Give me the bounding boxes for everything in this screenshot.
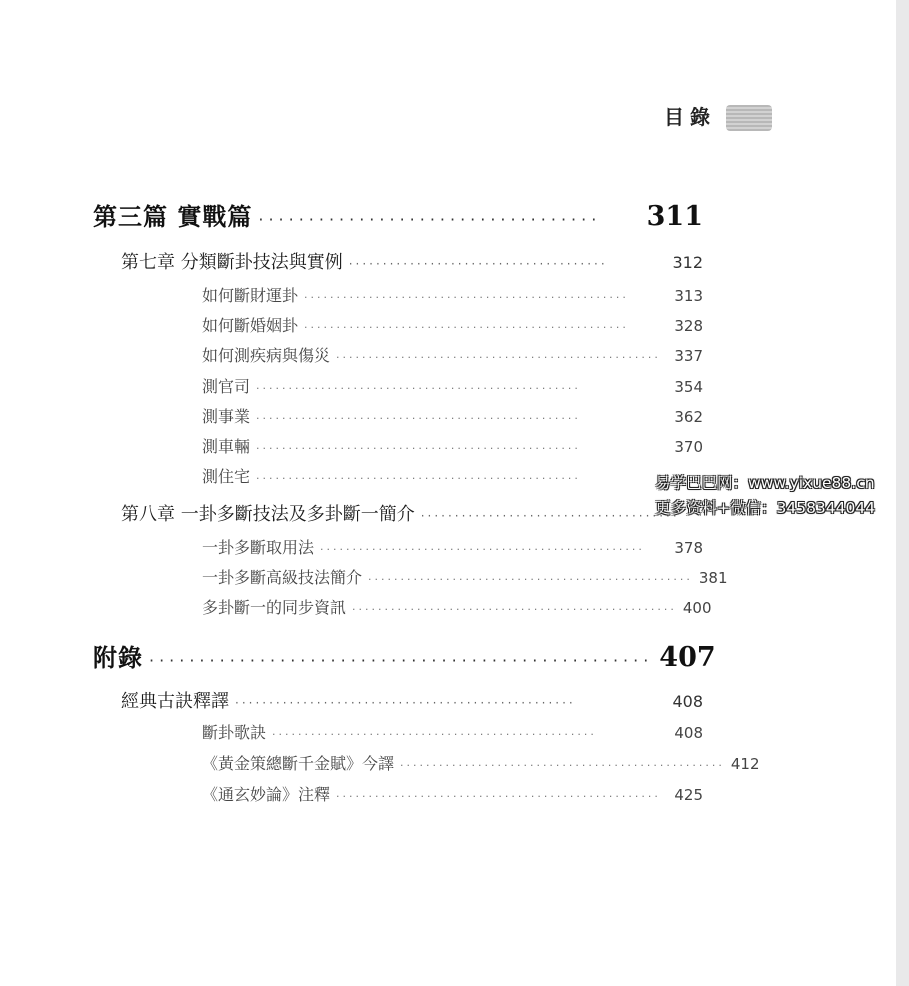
toc-section-entry[interactable] — [202, 720, 703, 743]
toc-section-entry[interactable] — [202, 343, 703, 366]
toc-entry-page: 407 — [659, 642, 716, 673]
toc-entry-title: 第七章 分類斷卦技法與實例 — [121, 252, 343, 273]
toc-entry-title: 測事業 — [202, 407, 251, 426]
toc-entry-title: 《通玄妙論》注釋 — [202, 785, 331, 804]
page-edge — [896, 0, 909, 986]
toc-section-entry[interactable] — [202, 782, 703, 805]
toc-entry-page: 400 — [682, 599, 712, 617]
toc-entry-page: 408 — [672, 692, 703, 711]
toc-entry-title: 如何測疾病與傷災 — [202, 346, 331, 365]
leader-dots: ·················································· — [368, 573, 693, 586]
toc-entry-page: 311 — [646, 201, 703, 232]
toc-entry-title: 斷卦歌訣 — [202, 723, 267, 742]
leader-dots: ·················································· — [256, 382, 581, 395]
toc-chapter-entry[interactable] — [121, 687, 703, 713]
watermark-site: 易学巴巴网：www.yixue88.cn — [655, 474, 875, 492]
toc-entry-title: 測車輛 — [202, 437, 251, 456]
leader-dots: ·················································· — [272, 728, 597, 741]
leader-dots: ······································ — [348, 257, 608, 271]
toc-section-entry[interactable] — [202, 434, 703, 457]
toc-entry-page: 425 — [674, 786, 703, 804]
toc-entry-title: 一卦多斷高級技法簡介 — [202, 568, 363, 587]
toc-chapter-entry[interactable] — [121, 248, 703, 274]
toc-entry-title: 附錄 — [93, 643, 143, 672]
toc-entry-title: 經典古訣釋譯 — [121, 691, 229, 712]
toc-entry-page: 408 — [674, 724, 703, 742]
leader-dots: ·················································· — [304, 291, 629, 304]
toc-section-entry[interactable] — [202, 313, 703, 336]
toc-entry-title: 如何斷婚姻卦 — [202, 316, 299, 335]
leader-dots: ······································ — [420, 509, 680, 523]
toc-entry-title: 測官司 — [202, 377, 251, 396]
toc-entry-page: 354 — [674, 378, 703, 396]
leader-dots: ·················································· — [336, 351, 661, 364]
toc-section-entry[interactable] — [202, 535, 703, 558]
toc-chapter-entry[interactable] — [121, 500, 680, 526]
toc-entry-title: 多卦斷一的同步資訊 — [202, 598, 347, 617]
leader-dots: ·················································· — [149, 651, 654, 670]
toc-entry-page: 313 — [674, 287, 703, 305]
toc-entry-title: 《黃金策總斷千金賦》今譯 — [202, 754, 395, 773]
toc-entry-page: 328 — [674, 317, 703, 335]
toc-section-entry[interactable] — [202, 565, 728, 588]
leader-dots: ·················································· — [256, 472, 581, 485]
toc-section-entry[interactable] — [202, 751, 760, 774]
toc-entry-page: 337 — [674, 347, 703, 365]
toc-part-entry[interactable] — [93, 638, 716, 673]
leader-dots: ·················································· — [256, 442, 581, 455]
toc-section-entry[interactable] — [202, 404, 703, 427]
toc-entry-title: 如何斷財運卦 — [202, 286, 299, 305]
toc-entry-title: 第八章 一卦多斷技法及多卦斷一簡介 — [121, 504, 415, 525]
toc-section-entry[interactable] — [202, 464, 650, 487]
toc-entry-page: 362 — [674, 408, 703, 426]
leader-dots: ·················································· — [304, 321, 629, 334]
leader-dots: ·················································· — [336, 790, 661, 803]
toc-entry-page: 412 — [730, 755, 760, 773]
toc-section-entry[interactable] — [202, 374, 703, 397]
leader-dots: ·································· — [258, 210, 602, 229]
watermark-contact: 更多资料+微信：3458344044 — [655, 499, 876, 517]
toc-part-entry[interactable] — [93, 197, 703, 232]
leader-dots: ·················································· — [320, 543, 645, 556]
toc-entry-title: 一卦多斷取用法 — [202, 538, 315, 557]
leader-dots: ·················································· — [400, 759, 725, 772]
toc-section-entry[interactable] — [202, 283, 703, 306]
toc-entry-title: 第三篇 實戰篇 — [93, 202, 253, 231]
toc-section-entry[interactable] — [202, 595, 712, 618]
toc-entry-page: 312 — [672, 253, 703, 272]
toc-entry-title: 測住宅 — [202, 467, 251, 486]
header-decoration-icon — [726, 105, 772, 131]
page-header-title: 目錄 — [664, 105, 716, 129]
leader-dots: ·················································· — [256, 412, 581, 425]
leader-dots: ·················································· — [352, 603, 677, 616]
toc-entry-page: 381 — [698, 569, 728, 587]
leader-dots: ·················································· — [235, 696, 576, 710]
toc-entry-page: 378 — [674, 539, 703, 557]
toc-entry-page: 370 — [674, 438, 703, 456]
